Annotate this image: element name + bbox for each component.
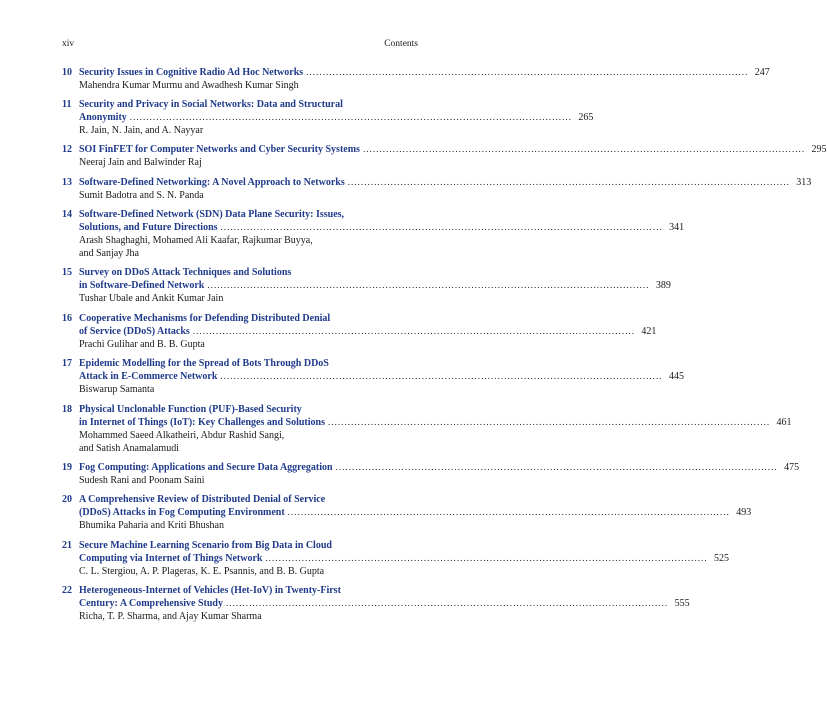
dot-leader — [130, 111, 571, 124]
chapter-authors: Mahendra Kumar Murmu and Awadhesh Kumar Singh — [79, 80, 299, 91]
page-header — [62, 37, 418, 51]
dot-leader — [193, 325, 634, 338]
chapter-title-line[interactable]: Fog Computing: Applications and Secure Data Aggregation — [79, 462, 333, 473]
chapter-number: 11 — [62, 99, 72, 110]
chapter-number: 14 — [62, 209, 72, 220]
chapter-title-line[interactable]: Anonymity — [79, 112, 127, 123]
page-ref[interactable]: 525 — [714, 553, 729, 564]
chapter-number: 18 — [62, 404, 72, 415]
page-ref[interactable]: 247 — [754, 67, 770, 78]
page-ref[interactable]: 313 — [796, 177, 812, 188]
chapter-number: 13 — [62, 177, 72, 188]
chapter-title-line[interactable]: Computing via Internet of Things Network — [79, 553, 263, 564]
page-ref[interactable]: 421 — [641, 326, 657, 337]
chapter-title-line[interactable]: Software-Defined Networking: A Novel Approach to Networks — [79, 177, 345, 188]
chapter-authors: Neeraj Jain and Balwinder Raj — [79, 157, 202, 168]
chapter-title-line[interactable]: A Comprehensive Review of Distributed Denial of Service — [79, 494, 326, 505]
chapter-title-line[interactable]: Attack in E-Commerce Network — [79, 371, 218, 382]
dot-leader — [336, 461, 777, 474]
dot-leader — [221, 221, 662, 234]
chapter-authors: Arash Shaghaghi, Mohamed Ali Kaafar, Rajkumar Buyya, — [79, 235, 313, 246]
chapter-title-line[interactable]: Secure Machine Learning Scenario from Big Data in Cloud — [79, 540, 332, 551]
chapter-title-line[interactable]: Solutions, and Future Directions — [79, 222, 218, 233]
chapter-authors: Mohammed Saeed Alkatheiri, Abdur Rashid Sangi, — [79, 430, 285, 441]
page-ref[interactable]: 555 — [674, 598, 690, 609]
chapter-authors: Richa, T. P. Sharma, and Ajay Kumar Sharma — [79, 611, 262, 622]
page-ref[interactable]: 341 — [669, 222, 685, 233]
chapter-number: 15 — [62, 267, 72, 278]
dot-leader — [220, 370, 661, 383]
chapter-authors: Tushar Ubale and Ankit Kumar Jain — [79, 293, 224, 304]
chapter-title-line[interactable]: Survey on DDoS Attack Techniques and Solutions — [79, 267, 292, 278]
chapter-title-line[interactable]: (DDoS) Attacks in Fog Computing Environment — [79, 507, 285, 518]
dot-leader — [348, 176, 789, 189]
chapter-authors: and Sanjay Jha — [79, 248, 139, 259]
chapter-authors: C. L. Stergiou, A. P. Plageras, K. E. Psannis, and B. B. Gupta — [79, 566, 325, 577]
dot-leader — [226, 597, 667, 610]
chapter-authors: Sudesh Rani and Poonam Saini — [79, 475, 205, 486]
chapter-authors: R. Jain, N. Jain, and A. Nayyar — [79, 125, 204, 136]
chapter-title-line[interactable]: Physical Unclonable Function (PUF)-Based Security — [79, 404, 302, 415]
page-ref[interactable]: 475 — [784, 462, 800, 473]
chapter-number: 21 — [62, 540, 72, 551]
page-ref[interactable]: 493 — [736, 507, 752, 518]
running-title: Contents — [384, 39, 418, 49]
dot-leader — [288, 506, 729, 519]
chapter-title-line[interactable]: Century: A Comprehensive Study — [79, 598, 223, 609]
chapter-number: 10 — [62, 67, 72, 78]
chapter-title-line[interactable]: Security Issues in Cognitive Radio Ad Hoc Networks — [79, 67, 304, 78]
page-ref[interactable]: 445 — [668, 371, 684, 382]
chapter-number: 20 — [62, 494, 72, 505]
chapter-title-line[interactable]: Epidemic Modelling for the Spread of Bots Through DDoS — [79, 358, 329, 369]
chapter-title-line[interactable]: Software-Defined Network (SDN) Data Plane Security: Issues, — [79, 209, 345, 220]
chapter-number: 22 — [62, 585, 72, 596]
chapter-authors: Bhumika Paharia and Kriti Bhushan — [79, 520, 224, 531]
chapter-number: 12 — [62, 144, 72, 155]
dot-leader — [265, 552, 706, 565]
page-ref[interactable]: 461 — [776, 417, 792, 428]
chapter-authors: and Satish Anamalamudi — [79, 443, 179, 454]
page-ref[interactable]: 389 — [655, 280, 671, 291]
page-ref[interactable]: 295 — [811, 144, 827, 155]
dot-leader — [207, 279, 648, 292]
chapter-number: 19 — [62, 462, 72, 473]
page-ref[interactable]: 265 — [578, 112, 594, 123]
chapter-title-line[interactable]: of Service (DDoS) Attacks — [79, 326, 190, 337]
page-number: xiv — [62, 39, 75, 49]
chapter-title-line[interactable]: in Software-Defined Network — [79, 280, 205, 291]
chapter-number: 16 — [62, 313, 72, 324]
dot-leader — [328, 416, 769, 429]
chapter-title-line[interactable]: Security and Privacy in Social Networks: Data and Structural — [79, 99, 343, 110]
chapter-title-line[interactable]: in Internet of Things (IoT): Key Challenges and Solutions — [79, 417, 325, 428]
chapter-authors: Biswarup Samanta — [79, 384, 155, 395]
dot-leader — [363, 143, 804, 156]
chapter-number: 17 — [62, 358, 72, 369]
chapter-title-line[interactable]: SOI FinFET for Computer Networks and Cyber Security Systems — [79, 144, 360, 155]
chapter-title-line[interactable]: Cooperative Mechanisms for Defending Distributed Denial — [79, 313, 331, 324]
chapter-authors: Sumit Badotra and S. N. Panda — [79, 190, 204, 201]
dot-leader — [306, 66, 747, 79]
chapter-authors: Prachi Gulihar and B. B. Gupta — [79, 339, 205, 350]
chapter-title-line[interactable]: Heterogeneous-Internet of Vehicles (Het-IoV) in Twenty-First — [79, 585, 341, 596]
